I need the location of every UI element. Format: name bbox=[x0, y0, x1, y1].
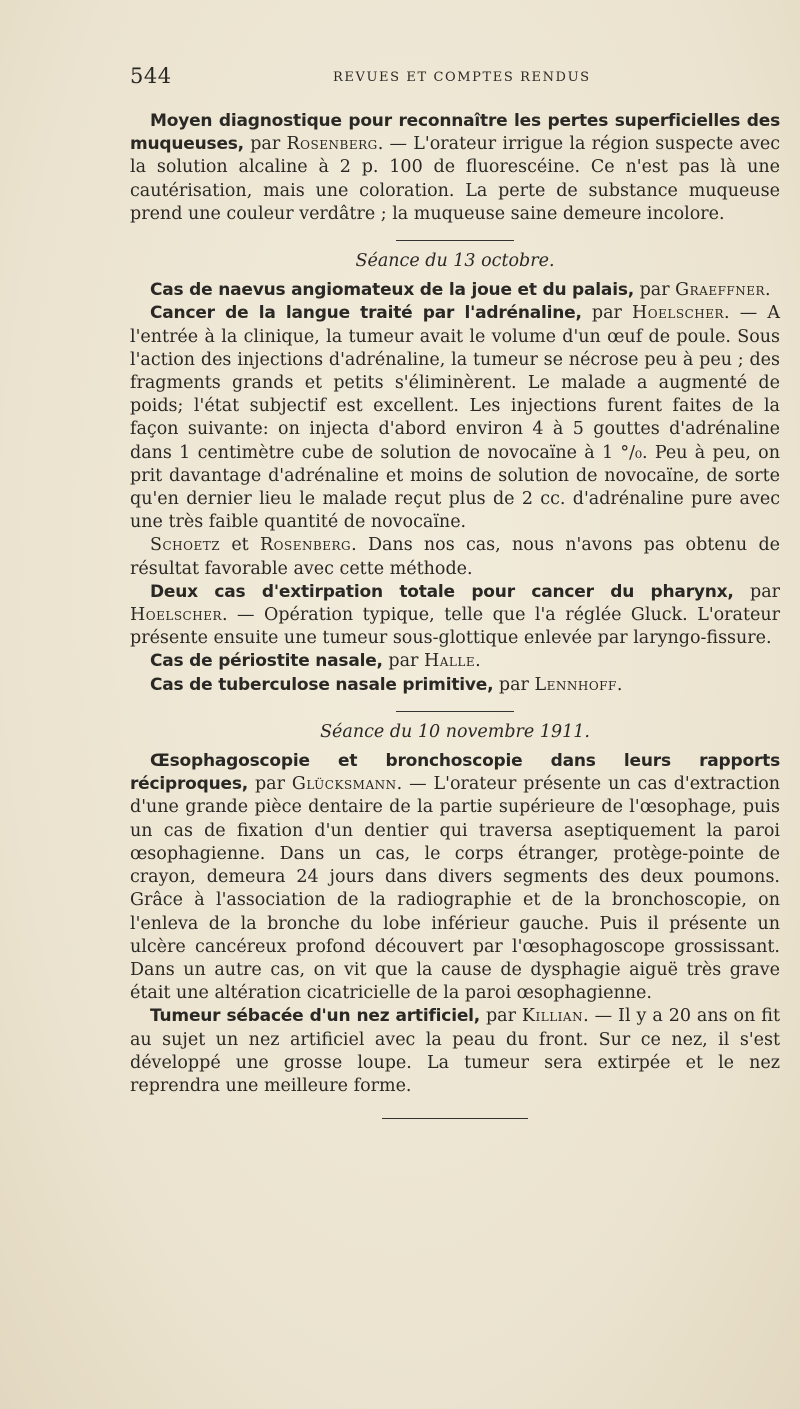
entry-title: Œsophagoscopie et bronchoscopie dans leurs rapports réciproques, bbox=[130, 751, 780, 795]
section-divider bbox=[396, 711, 514, 712]
running-title: REVUES ET COMPTES RENDUS bbox=[333, 70, 591, 85]
paragraph: Cas de naevus angiomateux de la joue et du palais, par Graeffner. bbox=[150, 280, 771, 301]
paragraph: Deux cas d'extirpation totale pour cancer du pharynx, par Hoelscher. — Opération typique, telle que l'a réglée Gluck. L'orateur présente ensuite une tumeur sous-glottique enlevée par laryngo-fissure. bbox=[130, 581, 780, 649]
author-name: Schoetz bbox=[150, 535, 221, 556]
paragraph-text: . — Il y a 20 ans on fit au sujet un nez artificiel avec la peau du front. Sur ce nez, il s'est développé une grosse loupe. La tumeur sera extirpée et le nez reprendra une meilleure forme. bbox=[130, 1006, 780, 1096]
author-name: Rosenberg bbox=[286, 134, 378, 155]
paragraph-text: . — L'orateur irrigue la région suspecte avec la solution alcaline à 2 p. 100 de fluorescéine. Ce n'est pas là une cautérisation, mais une coloration. La perte de substance muqueuse prend une couleur verdâtre ; la muqueuse saine demeure incolore. bbox=[130, 134, 780, 224]
entry-title: Cas de périostite nasale, bbox=[150, 651, 383, 672]
paragraph: Schoetz et Rosenberg. Dans nos cas, nous n'avons pas obtenu de résultat favorable avec cette méthode. bbox=[130, 535, 781, 579]
paragraph: Cas de périostite nasale, par Halle. bbox=[150, 651, 481, 672]
author-name: Lennhoff bbox=[534, 674, 617, 695]
closing-divider bbox=[382, 1118, 528, 1119]
paragraph: Moyen diagnostique pour reconnaître les pertes superficielles des muqueuses, par Rosenberg. — L'orateur irrigue la région suspecte avec la solution alcaline à 2 p. 100 de fluorescéine. Ce n'est pas là une cautérisation, mais une coloration. La perte de substance muqueuse prend une couleur verdâtre ; la muqueuse saine demeure incolore. bbox=[130, 111, 780, 224]
author-name: Killian bbox=[521, 1006, 584, 1027]
author-name: Hoelscher bbox=[130, 605, 222, 626]
session-heading: Séance du 10 novembre 1911. bbox=[320, 721, 590, 742]
paragraph-text: . — Opération typique, telle que l'a réglée Gluck. L'orateur présente ensuite une tumeur sous-glottique enlevée par laryngo-fissure. bbox=[130, 605, 780, 649]
entry-title: Tumeur sébacée d'un nez artificiel, bbox=[150, 1006, 481, 1027]
entry-title: Cas de tuberculose nasale primitive, bbox=[150, 674, 494, 695]
entry-title: Cas de naevus angiomateux de la joue et du palais, bbox=[150, 280, 635, 301]
paragraph: Œsophagoscopie et bronchoscopie dans leurs rapports réciproques, par Glücksmann. — L'orateur présente un cas d'extraction d'une grande pièce dentaire de la partie supérieure de l'œsophage, puis un cas de fixation d'un dentier qui traversa aseptiquement la paroi œsophagienne. Dans un cas, le corps étranger, protège-pointe de crayon, demeura 24 jours dans divers segments des deux poumons. Grâce à l'association de la radiographie et de la bronchoscopie, on l'enleva de la bronche du lobe inférieur gauche. Puis il présente un ulcère cancéreux profond découvert par l'œsophagoscope grossissant. Dans un autre cas, on vit que la cause de dysphagie aiguë très grave était une altération cicatricielle de la paroi œsophagienne. bbox=[130, 751, 780, 1004]
session-heading: Séance du 13 octobre. bbox=[355, 251, 555, 272]
author-name: Glücksmann bbox=[291, 774, 397, 795]
paragraph-text: . Dans nos cas, nous n'avons pas obtenu de résultat favorable avec cette méthode. bbox=[130, 535, 781, 579]
entry-title: Deux cas d'extirpation totale pour cancer du pharynx, bbox=[150, 581, 734, 602]
section-divider bbox=[396, 240, 514, 241]
author-name: Rosenberg bbox=[259, 535, 352, 556]
entry-title: Cancer de la langue traité par l'adrénaline, bbox=[150, 303, 582, 324]
page-header bbox=[130, 64, 780, 92]
paragraph: Cancer de la langue traité par l'adrénaline, par Hoelscher. — A l'entrée à la clinique, la tumeur avait le volume d'un œuf de poule. Sous l'action des injections d'adrénaline, la tumeur se nécrose peu à peu ; des fragments grands et petits s'éliminèrent. Le malade a augmenté de poids; l'état subjectif est excellent. Les injections furent faites de la façon suivante: on injecta d'abord environ 4 à 5 gouttes d'adrénaline dans 1 centimètre cube de solution de novocaïne à 1 °/₀. Peu à peu, on prit davantage d'adrénaline et moins de solution de novocaïne, de sorte qu'en dernier lieu le malade reçut plus de 2 cc. d'adrénaline pure avec une très faible quantité de novocaïne. bbox=[130, 303, 780, 533]
author-name: Hoelscher bbox=[632, 303, 725, 324]
paragraph-text: . — A l'entrée à la clinique, la tumeur avait le volume d'un œuf de poule. Sous l'action des injections d'adrénaline, la tumeur se nécrose peu à peu ; des fragments grands et petits s'éliminèrent. Le malade a augmenté de poids; l'état subjectif est excellent. Les injections furent faites de la façon suivante: on injecta d'abord environ 4 à 5 gouttes d'adrénaline dans 1 centimètre cube de solution de novocaïne à 1 °/₀. Peu à peu, on prit davantage d'adrénaline et moins de solution de novocaïne, de sorte qu'en dernier lieu le malade reçut plus de 2 cc. d'adrénaline pure avec une très faible quantité de novocaïne. bbox=[130, 303, 780, 533]
article-body bbox=[130, 110, 780, 1119]
author-name: Halle bbox=[423, 651, 476, 672]
author-name: Graeffner bbox=[675, 280, 766, 301]
entry-title: Moyen diagnostique pour reconnaître les pertes superficielles des muqueuses, bbox=[130, 111, 780, 155]
paragraph: Tumeur sébacée d'un nez artificiel, par Killian. — Il y a 20 ans on fit au sujet un nez artificiel avec la peau du front. Sur ce nez, il s'est développé une grosse loupe. La tumeur sera extirpée et le nez reprendra une meilleure forme. bbox=[130, 1006, 780, 1096]
paragraph-text: . — L'orateur présente un cas d'extraction d'une grande pièce dentaire de la partie supérieure de l'œsophage, puis un cas de fixation d'un dentier qui traversa aseptiquement la paroi œsophagienne. Dans un cas, le corps étranger, protège-pointe de crayon, demeura 24 jours dans divers segments des deux poumons. Grâce à l'association de la radiographie et de la bronchoscopie, on l'enleva de la bronche du lobe inférieur gauche. Puis il présente un ulcère cancéreux profond découvert par l'œsophagoscope grossissant. Dans un autre cas, on vit que la cause de dysphagie aiguë très grave était une altération cicatricielle de la paroi œsophagienne. bbox=[130, 774, 780, 1004]
page-number: 544 bbox=[130, 64, 172, 88]
paragraph: Cas de tuberculose nasale primitive, par Lennhoff. bbox=[150, 674, 623, 695]
